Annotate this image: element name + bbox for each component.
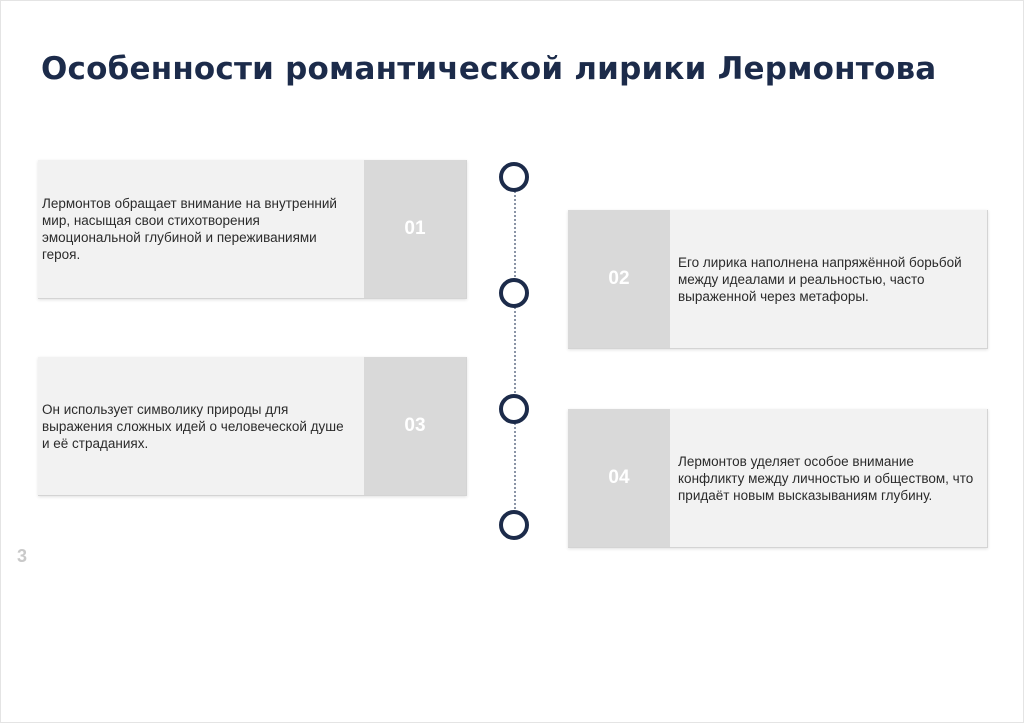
page-number: 3 (17, 546, 28, 566)
point-text-02: Его лирика наполнена напряжённой борьбой между идеалами и реальностью, часто выраженной через метафоры. (678, 254, 962, 304)
point-number-01: 01 (364, 160, 466, 298)
timeline-node-3 (499, 394, 529, 424)
point-text-03: Он использует символику природы для выражения сложных идей о человеческой душе и её страданиях. (42, 401, 344, 451)
timeline-node-1 (499, 162, 529, 192)
point-card-01 (38, 160, 467, 299)
point-text-01: Лермонтов обращает внимание на внутренний мир, насыщая свои стихотворения эмоциональной глубиной и переживаниями героя. (42, 196, 337, 262)
point-number-04: 04 (568, 409, 670, 547)
point-number-03: 03 (364, 357, 466, 495)
timeline-node-2 (499, 278, 529, 308)
point-card-04 (568, 409, 988, 548)
point-number-02: 02 (568, 210, 670, 348)
point-card-02 (568, 210, 988, 349)
point-card-03 (38, 357, 467, 496)
timeline-node-4 (499, 510, 529, 540)
slide-title: Особенности романтической лирики Лермонтова (41, 51, 937, 87)
point-text-04: Лермонтов уделяет особое внимание конфликту между личностью и обществом, что придаёт новым высказываниям глубину. (678, 453, 974, 503)
timeline-line (514, 191, 516, 521)
